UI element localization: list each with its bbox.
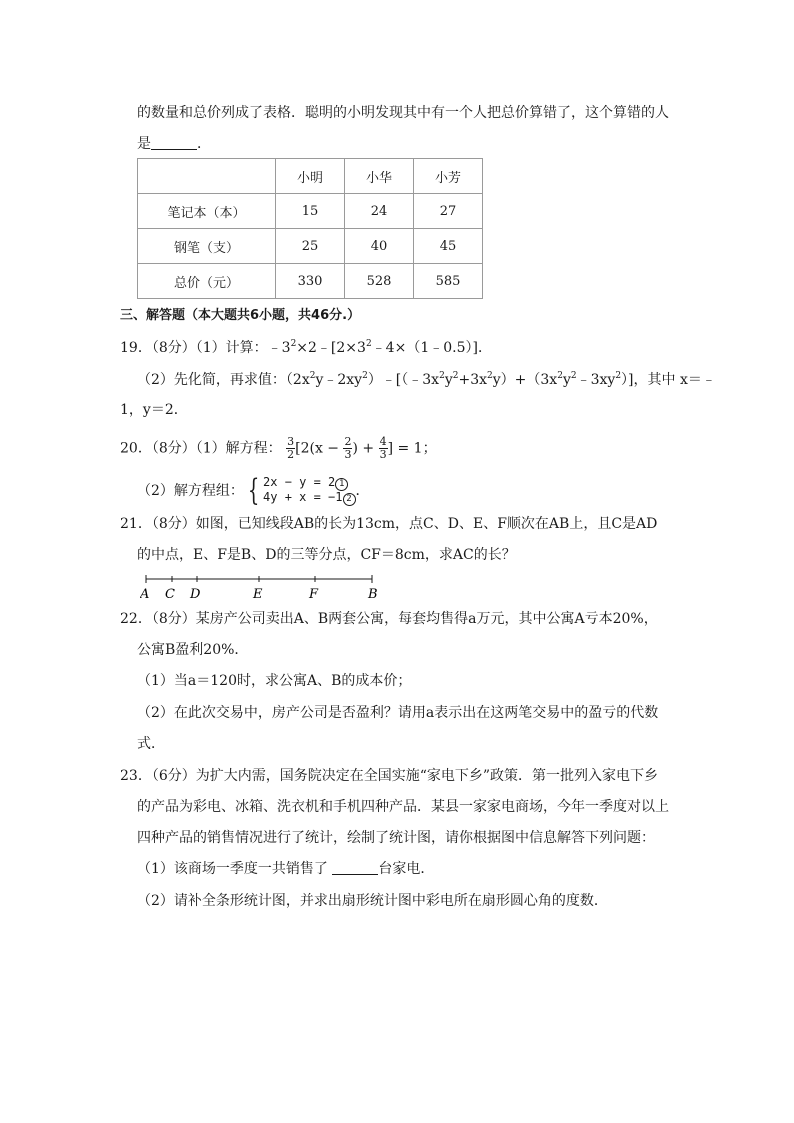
q22-line5: 式． [137, 736, 165, 752]
table-header-cell: 小华 [345, 159, 414, 194]
q23-line4: （1）该商场一季度一共销售了 台家电． [137, 861, 435, 877]
table-cell: 27 [414, 194, 483, 229]
table-cell: 总价（元） [138, 264, 276, 299]
q23-line3: 四种产品的销售情况进行了统计，绘制了统计图，请你根据图中信息解答下列问题： [137, 830, 655, 846]
label-c: C [165, 587, 175, 602]
label-a: A [140, 587, 150, 602]
fraction: $\frac{3}{2}$ [287, 435, 295, 461]
table-header-cell [138, 159, 276, 194]
label-e: E [253, 587, 263, 602]
section-heading: 三、解答题（本大题共6小题，共46分.） [120, 308, 361, 323]
q22-line2: 公寓B盈利20%． [137, 642, 249, 658]
fraction: $\frac{4}{3}$ [379, 435, 387, 461]
q21-line1: 21．（8分）如图，已知线段AB的长为13cm，点C、D、E、F顺次在AB上，且C是AD [120, 516, 658, 532]
table-header-row [138, 159, 483, 194]
table-cell: 585 [414, 264, 483, 299]
table-header-cell: 小芳 [414, 159, 483, 194]
equation-system: 2x − y = 2 1 4y + x = −1 2 [263, 476, 355, 506]
q19-line2: （2）先化简，再求值：$(2x^2y﹣2xy^2)﹣[(﹣3x^2y^2+3x^2y)+(3x^2y^2﹣3xy^2)]$，其中 x＝﹣ [137, 371, 716, 388]
q22-line3: （1）当a＝120时，求公寓A、B的成本价； [137, 673, 412, 689]
q18-line2: 是 ． [137, 136, 211, 152]
q23-line2: 的产品为彩电、冰箱、洗衣机和手机四种产品．某县一家家电商场，今年一季度对以上 [137, 799, 669, 815]
q23-line1: 23．（6分）为扩大内需，国务院决定在全国实施“家电下乡”政策．第一批列入家电下乡 [120, 768, 659, 784]
table-cell: 330 [276, 264, 345, 299]
table-header-cell: 小明 [276, 159, 345, 194]
answer-blank[interactable] [151, 135, 197, 150]
q18-line1: 的数量和总价列成了表格．聪明的小明发现其中有一个人把总价算错了，这个算错的人 [137, 105, 669, 121]
table-cell: 40 [345, 229, 414, 264]
table-cell: 笔记本（本） [138, 194, 276, 229]
label-d: D [190, 587, 201, 602]
table-cell: 15 [276, 194, 345, 229]
q22-line4: （2）在此次交易中，房产公司是否盈利？请用a表示出在这两笔交易中的盈亏的代数 [137, 705, 659, 721]
table-cell: 25 [276, 229, 345, 264]
table-cell: 45 [414, 229, 483, 264]
segment-diagram [140, 572, 380, 604]
table-cell: 钢笔（支） [138, 229, 276, 264]
q23-line5: （2）请补全条形统计图，并求出扇形统计图中彩电所在扇形圆心角的度数． [137, 893, 608, 909]
price-table [137, 158, 483, 299]
label-f: F [309, 587, 319, 602]
q20-line1: 20．（8分）（1）解方程： $\frac{3}{2}$ [2(x − $\frac{2}{3}$ ) + $\frac{4}{3}$ ] = 1； [120, 435, 437, 461]
fraction: $\frac{2}{3}$ [344, 435, 352, 461]
q21-line2: 的中点，E、F是B、D的三等分点，CF＝8cm，求AC的长？ [137, 547, 516, 563]
table-row [138, 229, 483, 264]
table-row [138, 194, 483, 229]
answer-blank[interactable] [332, 860, 378, 875]
brace-icon: { [247, 473, 260, 508]
q20-line2: （2）解方程组： { 2x − y = 2 1 4y + x = −1 2 ． [137, 473, 370, 508]
q22-line1: 22．（8分）某房产公司卖出A、B两套公寓，每套均售得a万元，其中公寓A亏本20%， [120, 611, 658, 627]
table-cell: 528 [345, 264, 414, 299]
label-b: B [368, 587, 378, 602]
q19-line1: 19．（8分）（1）计算：$﹣3^2\times 2﹣[2\times 3^2﹣4\times(1﹣0.5)]$． [120, 339, 492, 356]
q19-line3: 1，y＝2． [120, 402, 188, 418]
table-row [138, 264, 483, 299]
table-cell: 24 [345, 194, 414, 229]
